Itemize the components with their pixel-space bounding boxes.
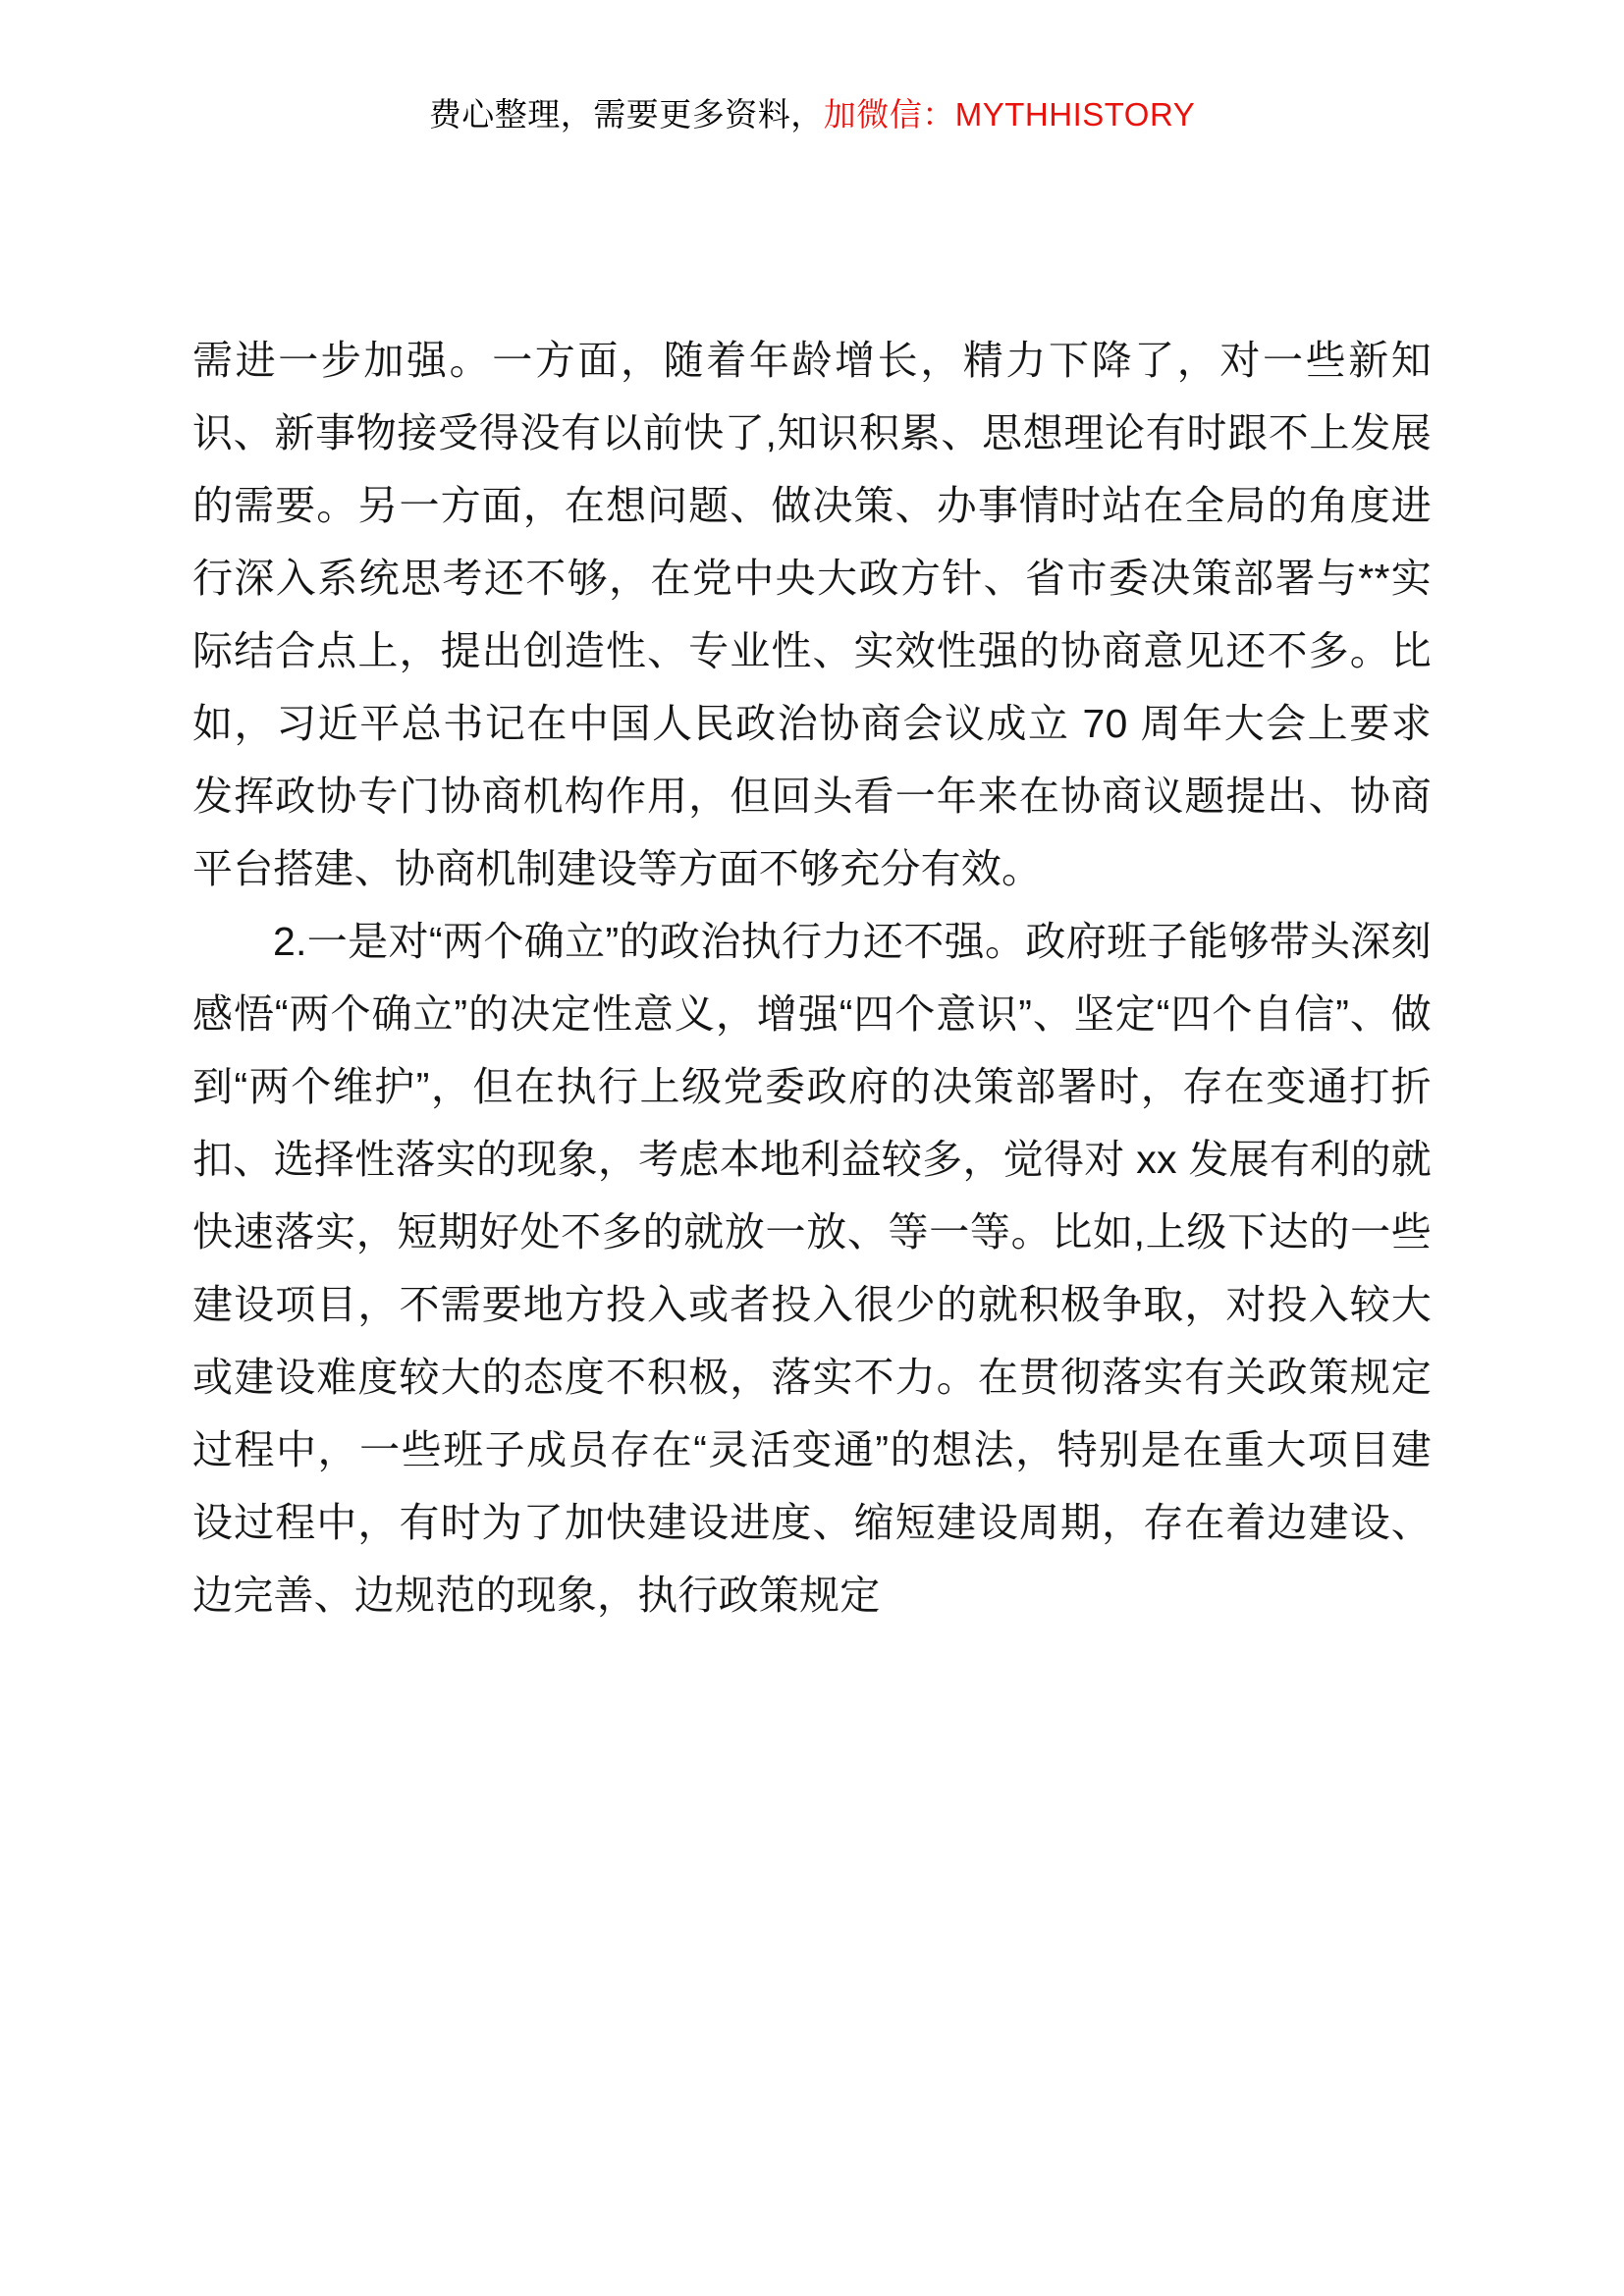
paragraph: 需进一步加强。一方面，随着年龄增长，精力下降了，对一些新知识、新事物接受得没有以前快了,知识积累、思想理论有时跟不上发展的需要。另一方面，在想问题、做决策、办事情时站在全局的角度进行深入系统思考还不够，在党中央大政方针、省市委决策部署与**实际结合点上，提出创造性、专业性、实效性强的协商意见还不多。比如，习近平总书记在中国人民政治协商会议成立 70 周年大会上要求发挥政协专门协商机构作用，但回头看一年来在协商议题提出、协商平台搭建、协商机制建设等方面不够充分有效。 (192, 338, 1432, 891)
document-body (192, 324, 1432, 1631)
promo-banner (0, 94, 1624, 136)
paragraph: 2.一是对“两个确立”的政治执行力还不强。政府班子能够带头深刻感悟“两个确立”的决定性意义，增强“四个意识”、坚定“四个自信”、做到“两个维护”，但在执行上级党委政府的决策部署时，存在变通打折扣、选择性落实的现象，考虑本地利益较多，觉得对 xx 发展有利的就快速落实，短期好处不多的就放一放、等一等。比如,上级下达的一些建设项目，不需要地方投入或者投入很少的就积极争取，对投入较大或建设难度较大的态度不积极，落实不力。在贯彻落实有关政策规定过程中，一些班子成员存在“灵活变通”的想法，特别是在重大项目建设过程中，有时为了加快建设进度、缩短建设周期，存在着边建设、边完善、边规范的现象，执行政策规定 (192, 919, 1432, 1618)
promo-banner-accent-text: 加微信：MYTHHISTORY (823, 96, 1196, 133)
promo-banner-plain-text: 费心整理，需要更多资料， (428, 96, 824, 133)
